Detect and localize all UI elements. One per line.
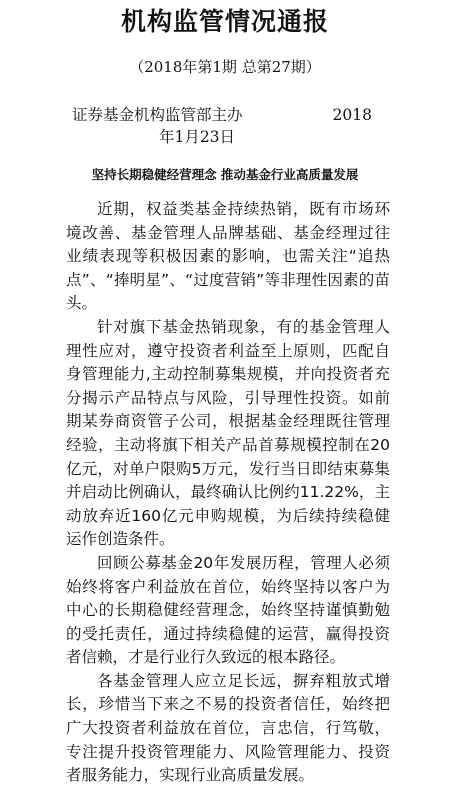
issue-date-year: 2018 [332, 106, 372, 124]
article-headline: 坚持长期稳健经营理念 推动基金行业高质量发展 [91, 167, 359, 182]
issuer-name: 证券基金机构监管部主办 [72, 106, 243, 124]
article-paragraph: 各基金管理人应立足长远，摒弃粗放式增长，珍惜当下来之不易的投资者信任，始终把广大投资者利益放在首位，言忠信，行笃敬，专注提升投资管理能力、风险管理能力、投资者服务能力，实现行业高质量发展。 [66, 671, 390, 785]
issue-date-rest: 年1月23日 [158, 128, 236, 146]
issuer-block [72, 104, 372, 148]
document-title: 机构监管情况通报 [120, 7, 329, 36]
issue-number: （2018年第1期 总第27期） [129, 58, 321, 76]
article-paragraph: 针对旗下基金热销现象，有的基金管理人理性应对，遵守投资者利益至上原则，匹配自身管理能力,主动控制募集规模，并向投资者充分揭示产品特点与风险，引导理性投资。如前期某券商资管子公司，根据基金经理既往管理经验，主动将旗下相关产品首募规模控制在20亿元，对单户限购5万元，发行当日即结束募集并启动比例确认，最终确认比例约11.22%，主动放弃近160亿元申购规模，为后续持续稳健运作创造条件。 [66, 317, 390, 549]
issuer-line [72, 104, 372, 126]
article-paragraph: 近期，权益类基金持续热销，既有市场环境改善、基金管理人品牌基础、基金经理过往业绩表现等积极因素的影响，也需关注“追热点”、“捧明星”、“过度营销”等非理性因素的苗头。 [66, 200, 390, 313]
issue-date-line [72, 126, 322, 148]
article-paragraph: 回顾公募基金20年发展历程，管理人必须始终将客户利益放在首位，始终坚持以客户为中心的长期稳健经营理念，始终坚持谨慎勤勉的受托责任，通过持续稳健的运营，赢得投资者信赖，才是行业行久致远的根本路径。 [66, 553, 390, 667]
article-body [66, 198, 390, 788]
